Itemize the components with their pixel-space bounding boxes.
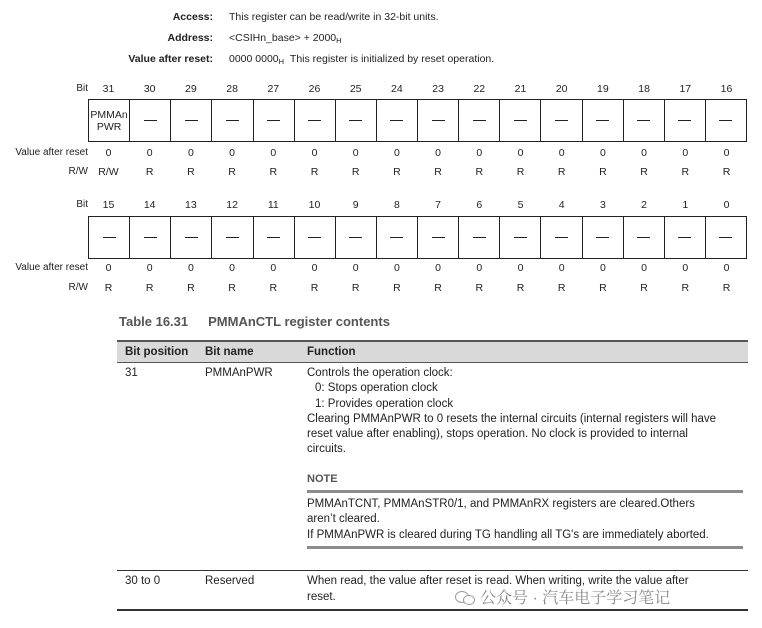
- reset-value: 0: [270, 262, 277, 274]
- reserved-bit-cell: [377, 100, 418, 141]
- reserved-bit-cell: [665, 217, 706, 258]
- rw-value: R: [310, 166, 319, 178]
- rw-value: R: [104, 282, 113, 294]
- reset-value: 0: [311, 147, 318, 159]
- row-separator: [117, 570, 748, 571]
- note-heading: NOTE: [307, 473, 338, 485]
- bit-number: 28: [226, 83, 238, 95]
- reset-value: 0: [723, 147, 730, 159]
- reset-value: 0: [270, 147, 277, 159]
- rw-value: R: [599, 166, 607, 178]
- reset-value: 0: [393, 262, 400, 274]
- bit-number: 2: [641, 199, 648, 211]
- bit-row-label-lower: Bit: [76, 199, 88, 210]
- rw-value: R: [516, 166, 525, 178]
- reset-value: 0: [187, 147, 194, 159]
- reserved-bit-cell: [541, 100, 582, 141]
- note-top-rule: [307, 490, 743, 493]
- reserved-bit-cell: [212, 217, 253, 258]
- row1-bit-position: 31: [125, 367, 138, 379]
- reset-value: 0: [558, 147, 565, 159]
- rw-value: R: [434, 282, 442, 294]
- reserved-bit-cell: [254, 100, 295, 141]
- rw-value: R: [187, 166, 195, 178]
- reset-value: 0: [146, 147, 153, 159]
- table-bottom-rule: [117, 609, 748, 611]
- rw-value: R: [681, 166, 690, 178]
- rw-value: R: [228, 166, 236, 178]
- rw-value: R: [310, 282, 319, 294]
- table-header: [117, 340, 748, 363]
- reset-value: 0: [517, 147, 524, 159]
- rw-value: R: [145, 166, 154, 178]
- reset-value: 0: [599, 262, 606, 274]
- reset-value: 0: [682, 147, 689, 159]
- bit-number: 19: [597, 83, 609, 95]
- address-label: Address:: [167, 32, 213, 44]
- bit-number: 0: [723, 199, 730, 211]
- reset-value: 0: [352, 147, 359, 159]
- rw-value: R: [475, 166, 484, 178]
- reset-value: 0: [558, 262, 565, 274]
- rw-value: R: [640, 166, 648, 178]
- reset-value: 0: [229, 262, 236, 274]
- reserved-bit-cell: [459, 100, 500, 141]
- reserved-bit-cell: [418, 100, 459, 141]
- row1-func-line: Controls the operation clock:: [307, 367, 453, 379]
- bit-number: 25: [349, 83, 362, 95]
- reserved-bit-cell: [459, 217, 500, 258]
- bit-number: 3: [599, 199, 606, 211]
- rw-value: R: [599, 282, 607, 294]
- bit-number: 12: [226, 199, 238, 211]
- rw-value: R: [434, 166, 442, 178]
- rw-value: R: [722, 166, 731, 178]
- reserved-bit-cell: [706, 100, 746, 141]
- bit-number: 7: [435, 199, 442, 211]
- bit-row-label-upper: Bit: [76, 83, 88, 94]
- reset-value: 0: [105, 147, 112, 159]
- reserved-bit-cell: [583, 217, 624, 258]
- register-fields-upper: [88, 99, 747, 142]
- reset-value: 0: [476, 262, 483, 274]
- reserved-bit-cell: [624, 217, 665, 258]
- watermark: 公众号 · 汽车电子学习笔记: [455, 585, 670, 608]
- bit-number: 1: [682, 199, 689, 211]
- reset-value: 0: [599, 147, 606, 159]
- reset-label: Value after reset:: [128, 53, 213, 65]
- bit-number: 30: [143, 83, 156, 95]
- reserved-bit-cell: [212, 100, 253, 141]
- reserved-bit-cell: [295, 217, 336, 258]
- row2-func-line: reset.: [307, 591, 336, 603]
- reset-value: 0: [311, 262, 318, 274]
- rw-value: R: [187, 282, 195, 294]
- header-bit-position: Bit position: [125, 346, 189, 358]
- header-function: Function: [307, 346, 356, 358]
- rw-value: R: [557, 166, 566, 178]
- bit-number: 20: [555, 83, 568, 95]
- bit-number: 13: [185, 199, 197, 211]
- bit-number: 15: [102, 199, 115, 211]
- rw-value: R: [722, 282, 731, 294]
- reserved-bit-cell: [336, 100, 377, 141]
- reset-value: 0000 $0000_H$ This register is initialized by reset operation.: [229, 53, 495, 66]
- reset-value: 0: [476, 147, 483, 159]
- reserved-bit-cell: [336, 217, 377, 258]
- rw-value: R: [351, 282, 360, 294]
- header-bit-name: Bit name: [205, 346, 254, 358]
- reset-value: 0: [352, 262, 359, 274]
- bit-number: 16: [720, 83, 733, 95]
- reset-value: 0: [682, 262, 689, 274]
- rw-value: R: [681, 282, 690, 294]
- rw-value: R: [640, 282, 648, 294]
- bit-number: 23: [432, 83, 444, 95]
- reset-value: 0: [393, 147, 400, 159]
- reset-value: 0: [641, 147, 648, 159]
- bit-number: 4: [558, 199, 565, 211]
- bit-number: 10: [308, 199, 321, 211]
- wechat-icon: [455, 591, 475, 605]
- reset-value: 0: [641, 262, 648, 274]
- row1-func-line: 0: Stops operation clock: [315, 382, 438, 394]
- row2-bit-name: Reserved: [205, 575, 255, 587]
- reserved-bit-cell: [130, 100, 171, 141]
- note-line: If PMMAnPWR is cleared during TG handling all TG's are immediately aborted.: [307, 529, 709, 541]
- rw-value: R: [351, 166, 360, 178]
- reserved-bit-cell: [706, 217, 746, 258]
- bit-number: 8: [393, 199, 400, 211]
- bit-number: 5: [517, 199, 524, 211]
- reserved-bit-cell: [418, 217, 459, 258]
- row2-func-line: When read, the value after reset is read. When writing, write the value after: [307, 575, 689, 587]
- register-fields-lower: [88, 216, 747, 259]
- row1-func-line: circuits.: [307, 443, 346, 455]
- bit-number: 11: [267, 199, 279, 211]
- reset-value: 0: [229, 147, 236, 159]
- reserved-bit-cell: [171, 217, 212, 258]
- rw-value: R: [228, 282, 236, 294]
- reserved-bit-cell: [624, 100, 665, 141]
- bit-number: 21: [514, 83, 527, 95]
- reset-value: 0: [723, 262, 730, 274]
- rw-row-label-upper: R/W: [68, 166, 88, 177]
- reserved-bit-cell: [130, 217, 171, 258]
- bit-number: 26: [308, 83, 321, 95]
- reset-value: 0: [435, 147, 442, 159]
- rw-value: R: [269, 166, 278, 178]
- rw-value: R: [269, 282, 278, 294]
- reserved-bit-cell: [541, 217, 582, 258]
- rw-value: R: [557, 282, 566, 294]
- reserved-bit-cell: [254, 217, 295, 258]
- reserved-bit-cell: [500, 100, 541, 141]
- row1-func-line: 1: Provides operation clock: [315, 398, 454, 410]
- address-value: <CSIHn_base> + $2000_H$: [229, 32, 342, 45]
- bit-number: 14: [143, 199, 156, 211]
- bit-number: 9: [352, 199, 359, 211]
- reset-value: 0: [435, 262, 442, 274]
- reserved-bit-cell: [665, 100, 706, 141]
- rw-value: R/W: [98, 166, 119, 178]
- bit-number: 29: [185, 83, 197, 95]
- reserved-bit-cell: [171, 100, 212, 141]
- reset-value: 0: [146, 262, 153, 274]
- field-pmmanpwr: PMMAn PWR: [89, 100, 130, 141]
- bit-number: 31: [102, 83, 115, 95]
- bit-number: 24: [391, 83, 403, 95]
- rw-value: R: [393, 166, 401, 178]
- reserved-bit-cell: [295, 100, 336, 141]
- rw-value: R: [475, 282, 484, 294]
- row1-func-line: Clearing PMMAnPWR to 0 resets the internal circuits (internal registers will have: [307, 413, 717, 425]
- reset-row-label-lower: Value after reset: [15, 262, 88, 273]
- table-title: Table 16.31 PMMAnCTL register contents: [119, 314, 390, 329]
- reset-value: 0: [187, 262, 194, 274]
- reserved-bit-cell: [89, 217, 130, 258]
- row1-func-line: reset value after enabling), stops operation. No clock is provided to internal: [307, 428, 688, 440]
- bit-number: 18: [638, 83, 650, 95]
- row2-bit-position: 30 to 0: [125, 575, 161, 587]
- access-label: Access:: [172, 11, 213, 23]
- reserved-bit-cell: [583, 100, 624, 141]
- reserved-bit-cell: [377, 217, 418, 258]
- note-line: PMMAnTCNT, PMMAnSTR0/1, and PMMAnRX registers are cleared.Others: [307, 498, 695, 510]
- reserved-bit-cell: [500, 217, 541, 258]
- note-bottom-rule: [307, 546, 743, 549]
- bit-number: 17: [679, 83, 692, 95]
- note-line: aren’t cleared.: [307, 513, 380, 525]
- bit-number: 22: [473, 83, 486, 95]
- reset-row-label-upper: Value after reset: [15, 147, 88, 158]
- reset-value: 0: [105, 262, 112, 274]
- rw-value: R: [393, 282, 401, 294]
- reset-value: 0: [517, 262, 524, 274]
- bit-number: 6: [476, 199, 483, 211]
- rw-value: R: [516, 282, 525, 294]
- rw-value: R: [145, 282, 154, 294]
- row1-bit-name: PMMAnPWR: [205, 367, 273, 379]
- bit-number: 27: [267, 83, 280, 95]
- access-value: This register can be read/write in 32-bit units.: [229, 11, 439, 23]
- rw-row-label-lower: R/W: [68, 282, 88, 293]
